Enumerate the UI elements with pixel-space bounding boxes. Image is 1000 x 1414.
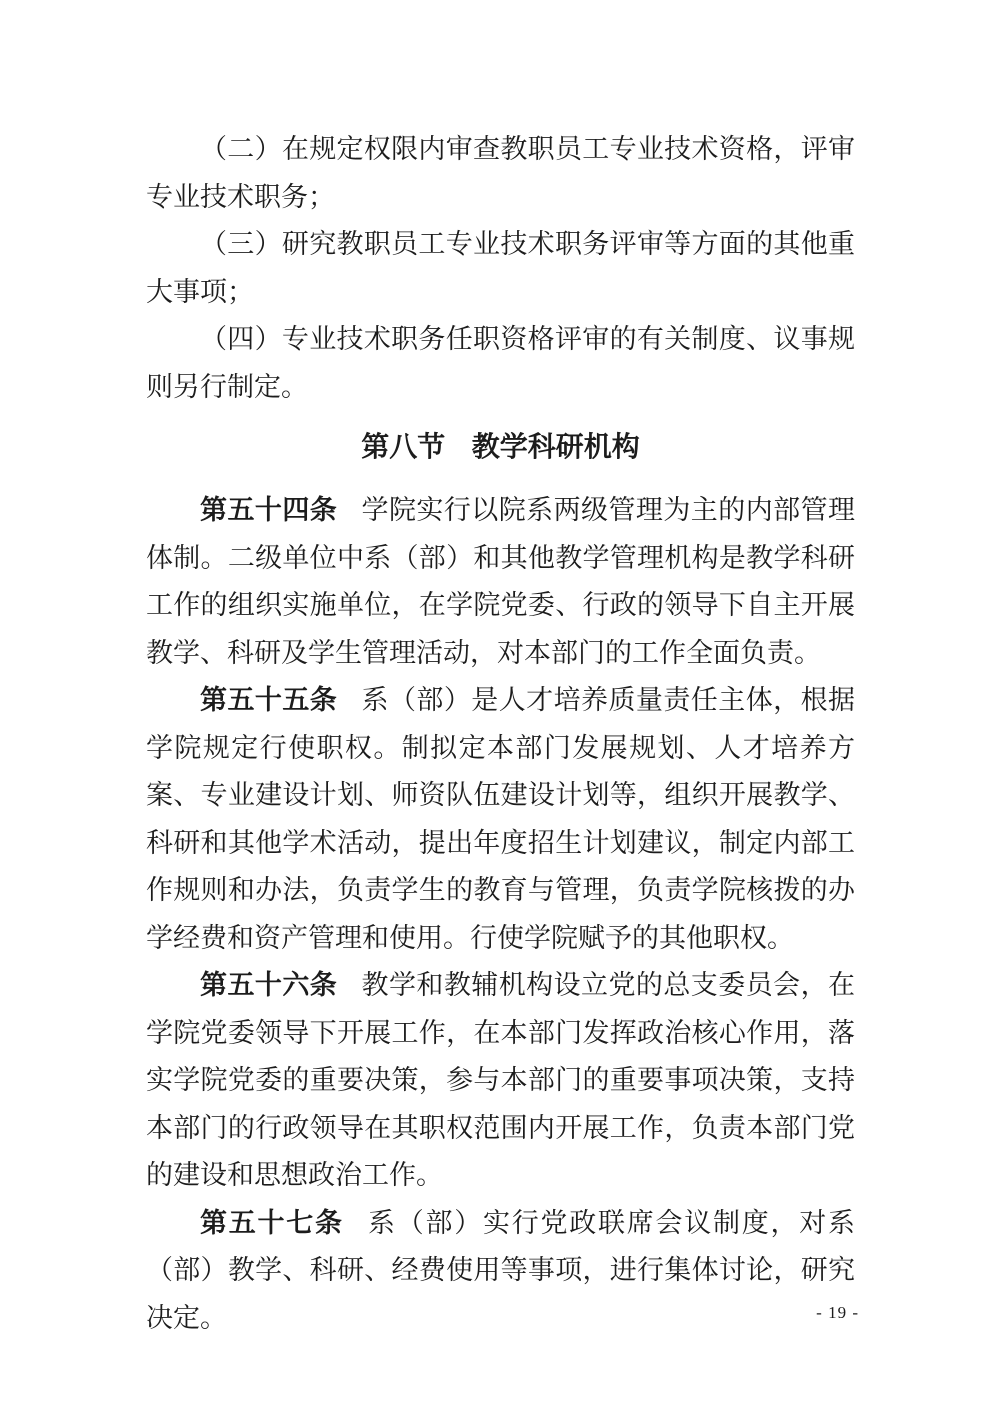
body-paragraph [146, 962, 855, 1200]
body-paragraph [146, 126, 855, 221]
body-paragraph [146, 221, 855, 316]
section-heading [146, 424, 855, 472]
body-paragraph [146, 316, 855, 411]
article-number-label: 第五十五条 [200, 685, 338, 715]
body-paragraph [146, 677, 855, 962]
body-paragraph [146, 1200, 855, 1343]
paragraph-text: （四）专业技术职务任职资格评审的有关制度、议事规则另行制定。 [146, 324, 855, 402]
paragraph-text: 学院实行以院系两级管理为主的内部管理体制。二级单位中系（部）和其他教学管理机构是教学科研工作的组织实施单位，在学院党委、行政的领导下自主开展教学、科研及学生管理活动，对本部门的工作全面负责。 [146, 495, 856, 668]
article-number-label: 第五十七条 [200, 1207, 344, 1238]
paragraph-text: 系（部）实行党政联席会议制度，对系（部）教学、科研、经费使用等事项，进行集体讨论，研究决定。 [146, 1207, 856, 1333]
page-number: - 19 - [816, 1303, 859, 1322]
section-number-label: 第八节 [361, 432, 446, 463]
body-paragraph [146, 487, 855, 677]
paragraph-text: 系（部）是人才培养质量责任主体，根据学院规定行使职权。制拟定本部门发展规划、人才培养方案、专业建设计划、师资队伍建设计划等，组织开展教学、科研和其他学术活动，提出年度招生计划建议，制定内部工作规则和办法，负责学生的教育与管理，负责学院核拨的办学经费和资产管理和使用。行使学院赋予的其他职权。 [146, 685, 856, 953]
article-number-label: 第五十六条 [200, 970, 338, 1000]
section-title: 教学科研机构 [471, 432, 640, 463]
document-body [146, 126, 855, 1342]
paragraph-text: 教学和教辅机构设立党的总支委员会，在学院党委领导下开展工作，在本部门发挥政治核心作用，落实学院党委的重要决策，参与本部门的重要事项决策，支持本部门的行政领导在其职权范围内开展工作，负责本部门党的建设和思想政治工作。 [146, 970, 856, 1190]
article-number-label: 第五十四条 [200, 495, 338, 525]
paragraph-text: （二）在规定权限内审查教职员工专业技术资格，评审专业技术职务； [146, 134, 855, 212]
paragraph-text: （三）研究教职员工专业技术职务评审等方面的其他重大事项； [146, 229, 855, 307]
